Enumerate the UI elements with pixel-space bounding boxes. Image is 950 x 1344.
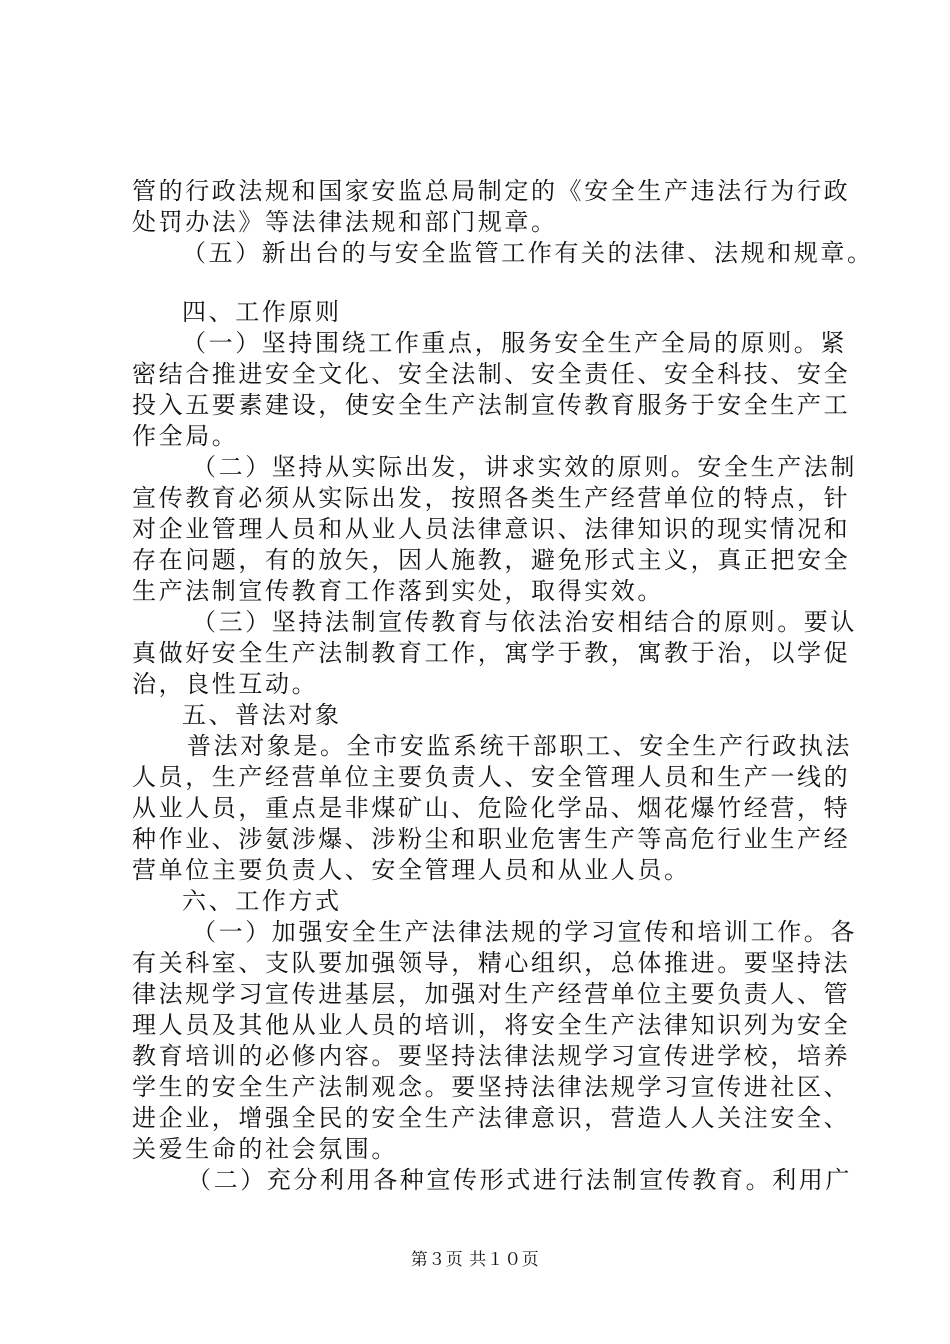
text-line: 人员，生产经营单位主要负责人、安全管理人员和生产一线的 [132,763,851,791]
text-line: （二）坚持从实际出发，讲求实效的原则。安全生产法制 [192,453,857,481]
text-line: 种作业、涉氨涉爆、涉粉尘和职业危害生产等高危行业生产经 [132,825,851,853]
paragraph-principle-three [132,607,857,700]
text-line: 教育培训的必修内容。要坚持法律法规学习宣传进学校，培养 [132,1042,851,1070]
paragraph-gap [132,269,852,297]
list-item-five: （五）新出台的与安全监管工作有关的法律、法规和规章。 [182,239,874,267]
text-line: （一）坚持围绕工作重点，服务安全生产全局的原则。紧 [182,329,847,357]
text-line: 投入五要素建设，使安全生产法制宣传教育服务于安全生产工 [132,391,851,419]
text-line: 存在问题，有的放矢，因人施教，避免形式主义，真正把安全 [132,546,851,574]
text-line: 对企业管理人员和从业人员法律意识、法律知识的现实情况和 [132,515,851,543]
section-heading-methods: 六、工作方式 [182,887,342,915]
paragraph-principle-two [132,452,857,607]
text-line: 普法对象是。全市安监系统干部职工、安全生产行政执法 [187,732,852,760]
text-line: 进企业，增强全民的安全生产法律意识，营造人人关注安全、 [132,1104,851,1132]
paragraph-method-one [132,917,857,1165]
text-line: 管的行政法规和国家安监总局制定的《安全生产违法行为行政 [132,177,851,205]
text-line: 关爱生命的社会氛围。 [132,1135,398,1163]
text-line: 学生的安全生产法制观念。要坚持法律法规学习宣传进社区、 [132,1073,851,1101]
text-line: 营单位主要负责人、安全管理人员和从业人员。 [132,856,691,884]
text-line: 作全局。 [132,422,239,450]
text-line: 律法规学习宣传进基层，加强对生产经营单位主要负责人、管 [132,980,851,1008]
section-heading-audience: 五、普法对象 [182,701,342,729]
text-line: 真做好安全生产法制教育工作，寓学于教，寓教于治，以学促 [132,639,851,667]
text-line: 宣传教育必须从实际出发，按照各类生产经营单位的特点，针 [132,484,851,512]
page-number-footer: 第３页 共１０页 [410,1250,540,1270]
text-line: （一）加强安全生产法律法规的学习宣传和培训工作。各 [192,918,857,946]
text-line: 密结合推进安全文化、安全法制、安全责任、安全科技、安全 [132,360,851,388]
paragraph-regulations-continued [132,176,852,238]
document-body [132,176,874,1196]
text-line: 治，良性互动。 [132,670,319,698]
text-line: 生产法制宣传教育工作落到实处，取得实效。 [132,577,664,605]
text-line: 理人员及其他从业人员的培训，将安全生产法律知识列为安全 [132,1011,851,1039]
text-line: 从业人员，重点是非煤矿山、危险化学品、烟花爆竹经营，特 [132,794,851,822]
text-line: 有关科室、支队要加强领导，精心组织，总体推进。要坚持法 [132,949,851,977]
text-line: （三）坚持法制宣传教育与依法治安相结合的原则。要认 [192,608,857,636]
paragraph-principle-one [132,328,852,452]
text-line: 处罚办法》等法律法规和部门规章。 [132,208,558,236]
text-line: （二）充分利用各种宣传形式进行法制宣传教育。利用广 [187,1166,852,1194]
paragraph-method-two [132,1165,852,1196]
section-heading-principles: 四、工作原则 [182,298,342,326]
paragraph-audience [132,731,852,886]
